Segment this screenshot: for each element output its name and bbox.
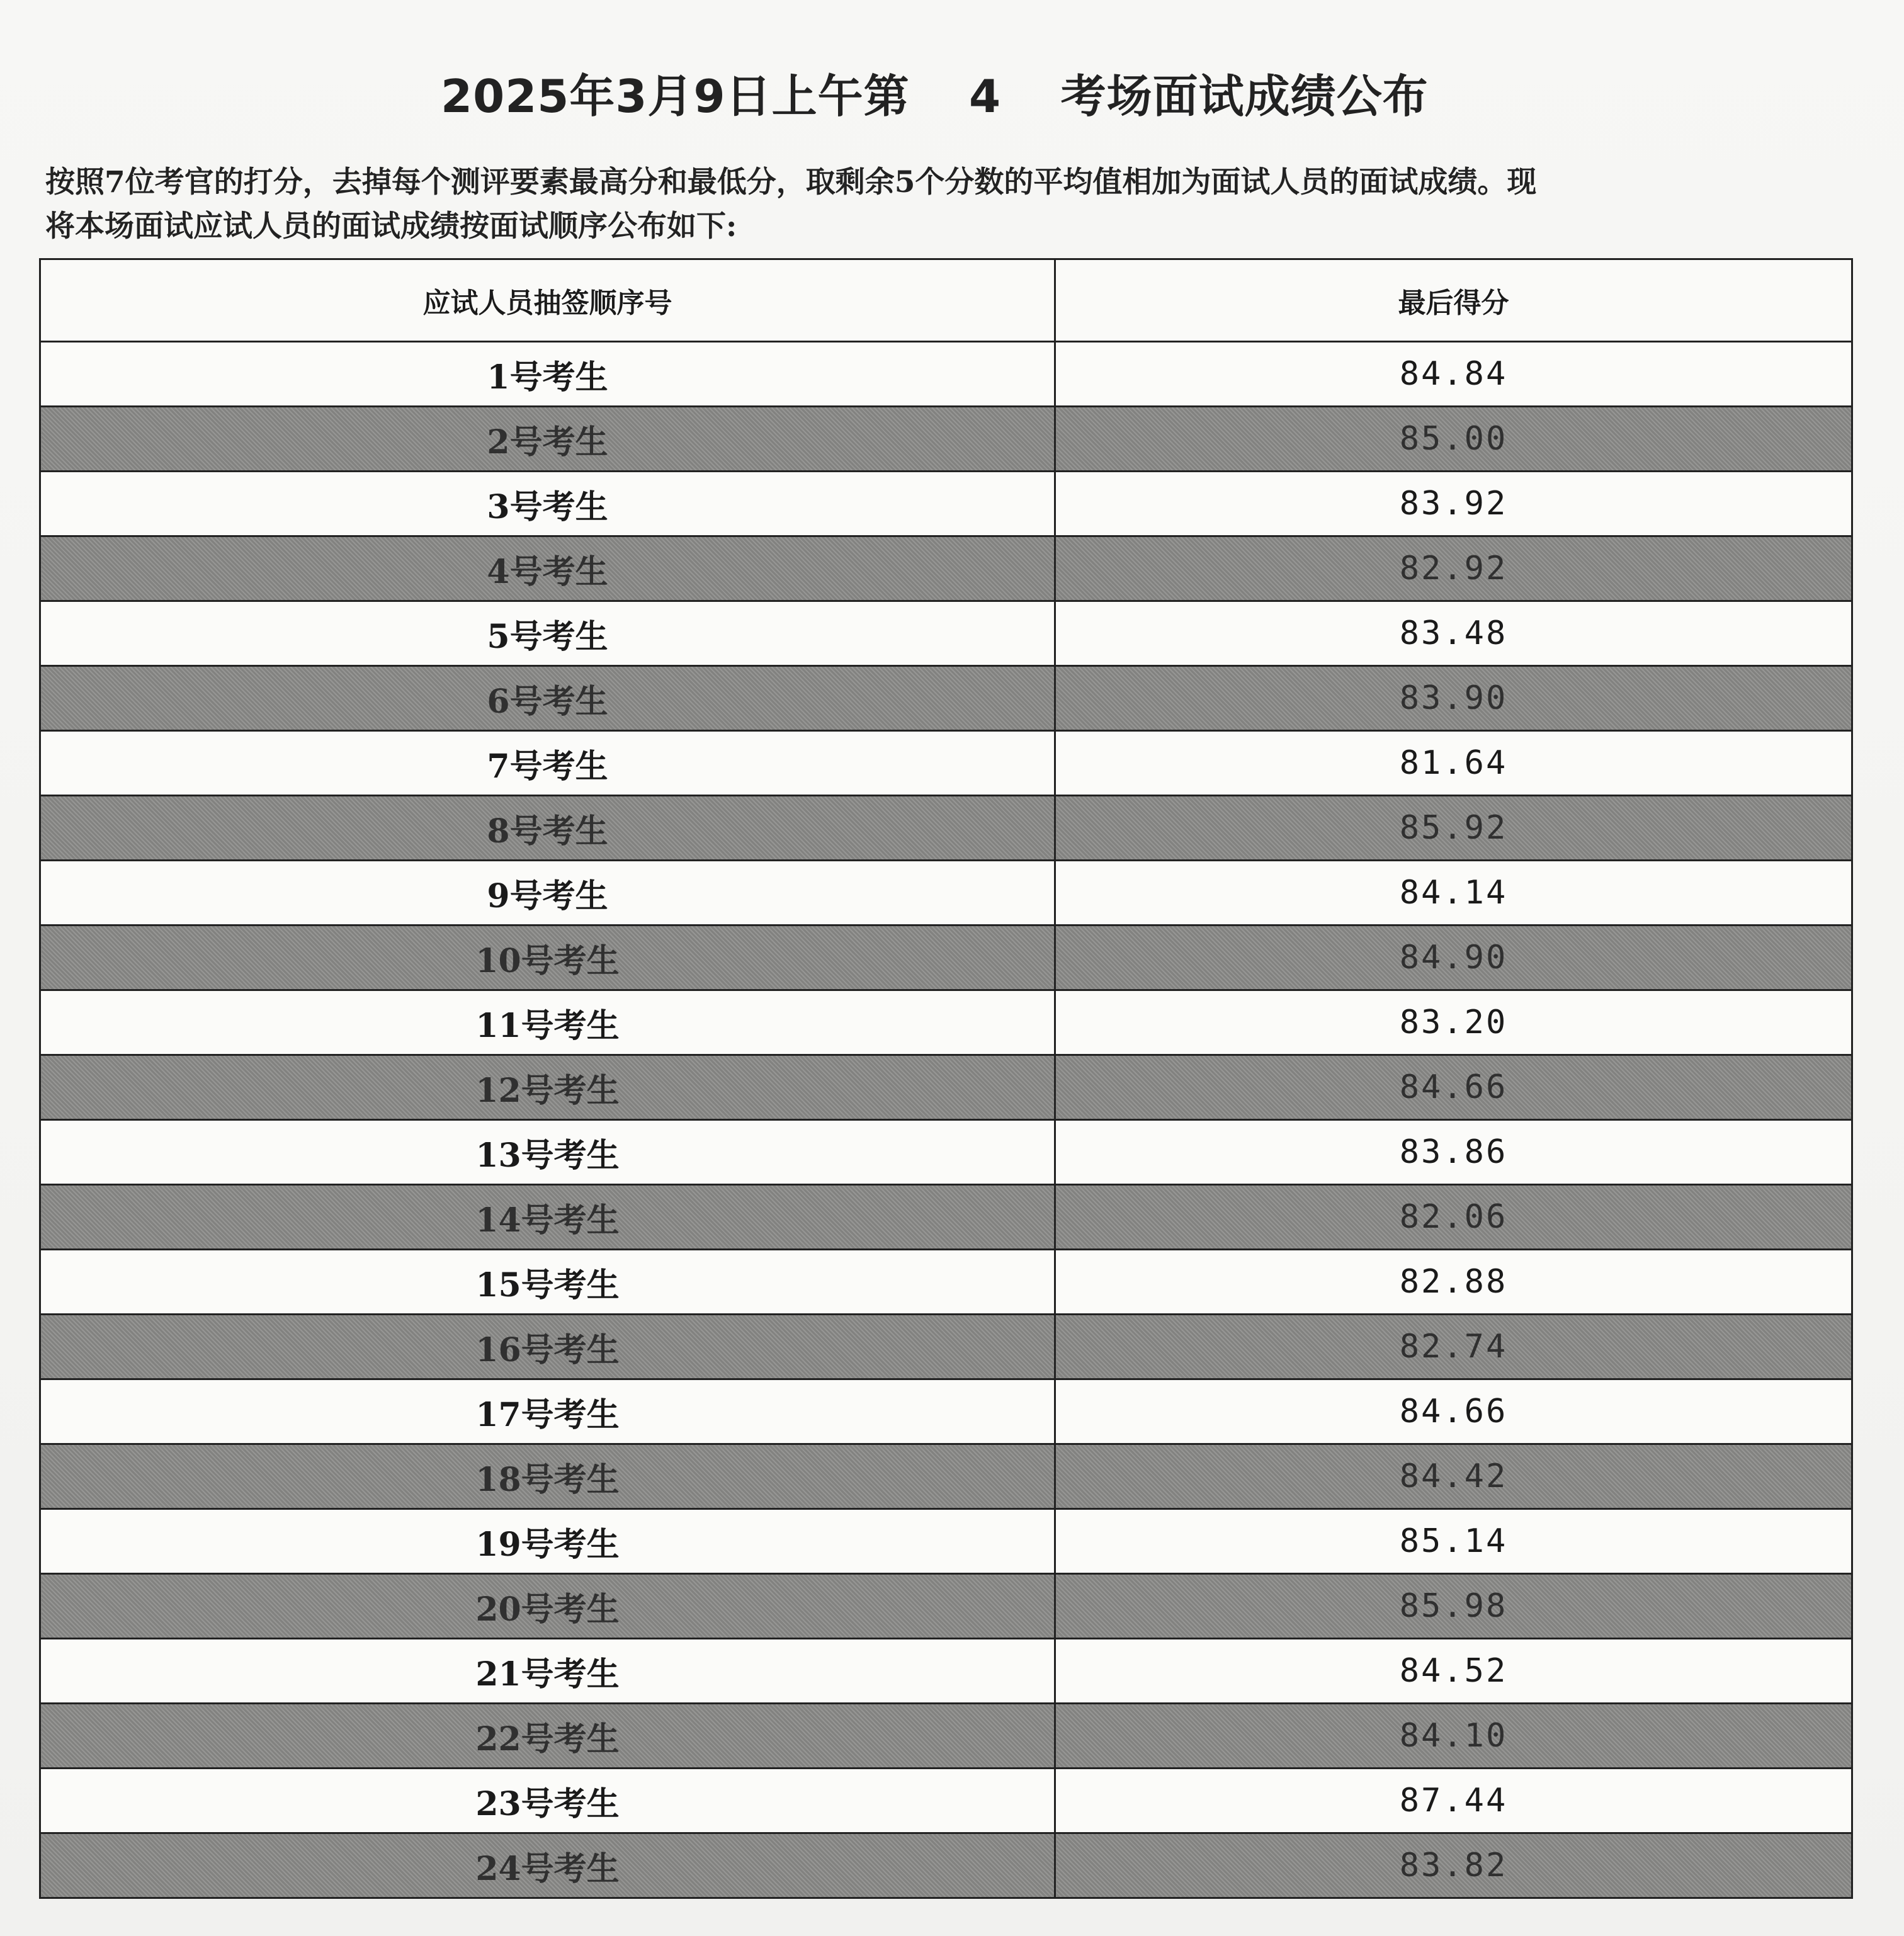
final-score-cell: 85.00	[1055, 407, 1852, 472]
final-score-cell: 83.90	[1055, 666, 1852, 731]
table-row	[40, 861, 1852, 926]
table-row	[40, 796, 1852, 861]
table-row	[40, 1315, 1852, 1379]
table-row	[40, 990, 1852, 1055]
header-final-score: 最后得分	[1055, 259, 1852, 342]
candidate-number-cell: 17号考生	[40, 1379, 1055, 1444]
candidate-number-cell: 10号考生	[40, 926, 1055, 990]
final-score-cell: 84.84	[1055, 342, 1852, 407]
table-row	[40, 1769, 1852, 1833]
table-row	[40, 1185, 1852, 1250]
candidate-number-cell: 9号考生	[40, 861, 1055, 926]
candidate-number-cell: 16号考生	[40, 1315, 1055, 1379]
table-row	[40, 407, 1852, 472]
final-score-cell: 83.92	[1055, 472, 1852, 536]
candidate-number-cell: 20号考生	[40, 1574, 1055, 1639]
candidate-number-cell: 8号考生	[40, 796, 1055, 861]
final-score-cell: 84.42	[1055, 1444, 1852, 1509]
final-score-cell: 82.88	[1055, 1250, 1852, 1315]
page-title	[441, 60, 1511, 125]
candidate-number-cell: 11号考生	[40, 990, 1055, 1055]
candidate-number-cell: 12号考生	[40, 1055, 1055, 1120]
candidate-number-cell: 14号考生	[40, 1185, 1055, 1250]
intro-line-1: 按照7位考官的打分，去掉每个测评要素最高分和最低分，取剩余5个分数的平均值相加为面试人员的面试成绩。现	[45, 165, 1537, 200]
table-row	[40, 601, 1852, 666]
final-score-cell: 82.92	[1055, 536, 1852, 601]
table-header-row	[40, 259, 1852, 342]
final-score-cell: 84.66	[1055, 1055, 1852, 1120]
final-score-cell: 82.06	[1055, 1185, 1852, 1250]
table-row	[40, 1509, 1852, 1574]
candidate-number-cell: 5号考生	[40, 601, 1055, 666]
final-score-cell: 87.44	[1055, 1769, 1852, 1833]
final-score-cell: 82.74	[1055, 1315, 1852, 1379]
table-row	[40, 1444, 1852, 1509]
table-row	[40, 1704, 1852, 1769]
candidate-number-cell: 2号考生	[40, 407, 1055, 472]
candidate-number-cell: 4号考生	[40, 536, 1055, 601]
intro-line-2: 将本场面试应试人员的面试成绩按面试顺序公布如下:	[45, 209, 737, 244]
final-score-cell: 83.82	[1055, 1833, 1852, 1898]
table-row	[40, 1120, 1852, 1185]
title-date: 2025年3月9日上午第	[441, 70, 910, 123]
final-score-cell: 85.98	[1055, 1574, 1852, 1639]
candidate-number-cell: 22号考生	[40, 1704, 1055, 1769]
candidate-number-cell: 1号考生	[40, 342, 1055, 407]
score-table	[39, 258, 1853, 1899]
candidate-number-cell: 18号考生	[40, 1444, 1055, 1509]
final-score-cell: 84.52	[1055, 1639, 1852, 1704]
title-room-number: 4	[969, 70, 1002, 123]
candidate-number-cell: 7号考生	[40, 731, 1055, 796]
table-row	[40, 1574, 1852, 1639]
candidate-number-cell: 19号考生	[40, 1509, 1055, 1574]
final-score-cell: 83.20	[1055, 990, 1852, 1055]
candidate-number-cell: 6号考生	[40, 666, 1055, 731]
candidate-number-cell: 23号考生	[40, 1769, 1055, 1833]
final-score-cell: 84.66	[1055, 1379, 1852, 1444]
table-row	[40, 1379, 1852, 1444]
final-score-cell: 83.86	[1055, 1120, 1852, 1185]
candidate-number-cell: 13号考生	[40, 1120, 1055, 1185]
candidate-number-cell: 15号考生	[40, 1250, 1055, 1315]
final-score-cell: 85.92	[1055, 796, 1852, 861]
final-score-cell: 83.48	[1055, 601, 1852, 666]
final-score-cell: 84.90	[1055, 926, 1852, 990]
table-row	[40, 926, 1852, 990]
final-score-cell: 81.64	[1055, 731, 1852, 796]
final-score-cell: 84.10	[1055, 1704, 1852, 1769]
table-row	[40, 1639, 1852, 1704]
table-row	[40, 1833, 1852, 1898]
table-row	[40, 342, 1852, 407]
final-score-cell: 84.14	[1055, 861, 1852, 926]
table-row	[40, 472, 1852, 536]
title-suffix: 考场面试成绩公布	[1060, 70, 1429, 123]
table-row	[40, 1250, 1852, 1315]
table-body	[40, 342, 1852, 1898]
table-row	[40, 536, 1852, 601]
score-table-container	[39, 258, 1851, 1888]
header-candidate-number: 应试人员抽签顺序号	[40, 259, 1055, 342]
candidate-number-cell: 21号考生	[40, 1639, 1055, 1704]
candidate-number-cell: 3号考生	[40, 472, 1055, 536]
candidate-number-cell: 24号考生	[40, 1833, 1055, 1898]
intro-paragraph	[45, 161, 1846, 249]
final-score-cell: 85.14	[1055, 1509, 1852, 1574]
table-row	[40, 731, 1852, 796]
table-row	[40, 1055, 1852, 1120]
table-row	[40, 666, 1852, 731]
